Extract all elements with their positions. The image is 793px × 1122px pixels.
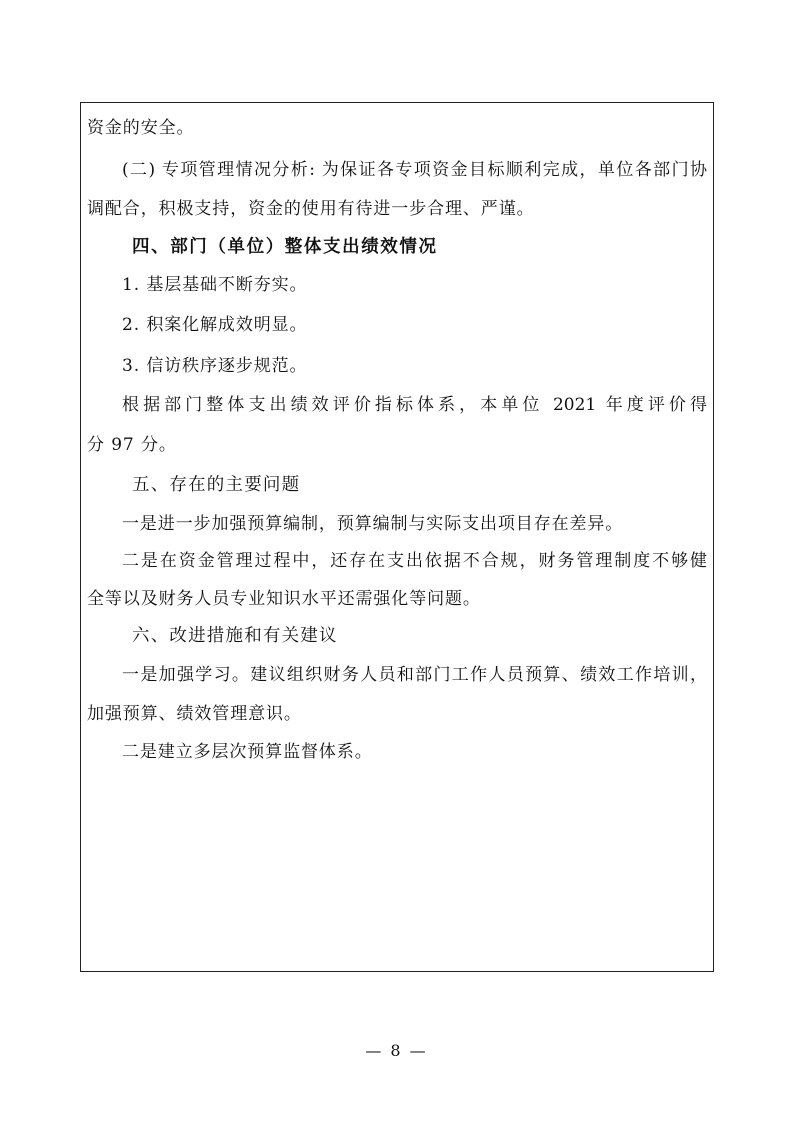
- list-item: 2. 积案化解成效明显。: [122, 315, 308, 335]
- page-number: — 8 —: [365, 1041, 428, 1060]
- content-frame: [80, 102, 714, 972]
- paragraph-line: 调配合，积极支持，资金的使用有待进一步合理、严谨。: [87, 199, 535, 219]
- paragraph-line: 根据部门整体支出绩效评价指标体系，本单位 2021 年度评价得: [122, 395, 707, 415]
- paragraph-line: 分 97 分。: [87, 435, 177, 455]
- paragraph-line: 全等以及财务人员专业知识水平还需强化等问题。: [87, 589, 481, 609]
- paragraph-line: (二) 专项管理情况分析: 为保证各专项资金目标顺利完成，单位各部门协: [122, 160, 707, 180]
- paragraph-line: 一是进一步加强预算编制，预算编制与实际支出项目存在差异。: [122, 514, 624, 534]
- paragraph-line: 资金的安全。: [87, 118, 195, 138]
- paragraph-line: 二是建立多层次预算监督体系。: [122, 742, 373, 762]
- section-heading-5: 五、存在的主要问题: [132, 475, 301, 495]
- paragraph-line: 二是在资金管理过程中，还存在支出依据不合规，财务管理制度不够健: [122, 551, 707, 571]
- paragraph-line: 一是加强学习。建议组织财务人员和部门工作人员预算、绩效工作培训，: [122, 665, 707, 685]
- list-item: 1. 基层基础不断夯实。: [122, 275, 308, 295]
- section-heading-4: 四、部门（单位）整体支出绩效情况: [132, 237, 438, 257]
- paragraph-line: 加强预算、绩效管理意识。: [87, 704, 302, 724]
- list-item: 3. 信访秩序逐步规范。: [122, 356, 308, 376]
- section-heading-6: 六、改进措施和有关建议: [132, 626, 338, 646]
